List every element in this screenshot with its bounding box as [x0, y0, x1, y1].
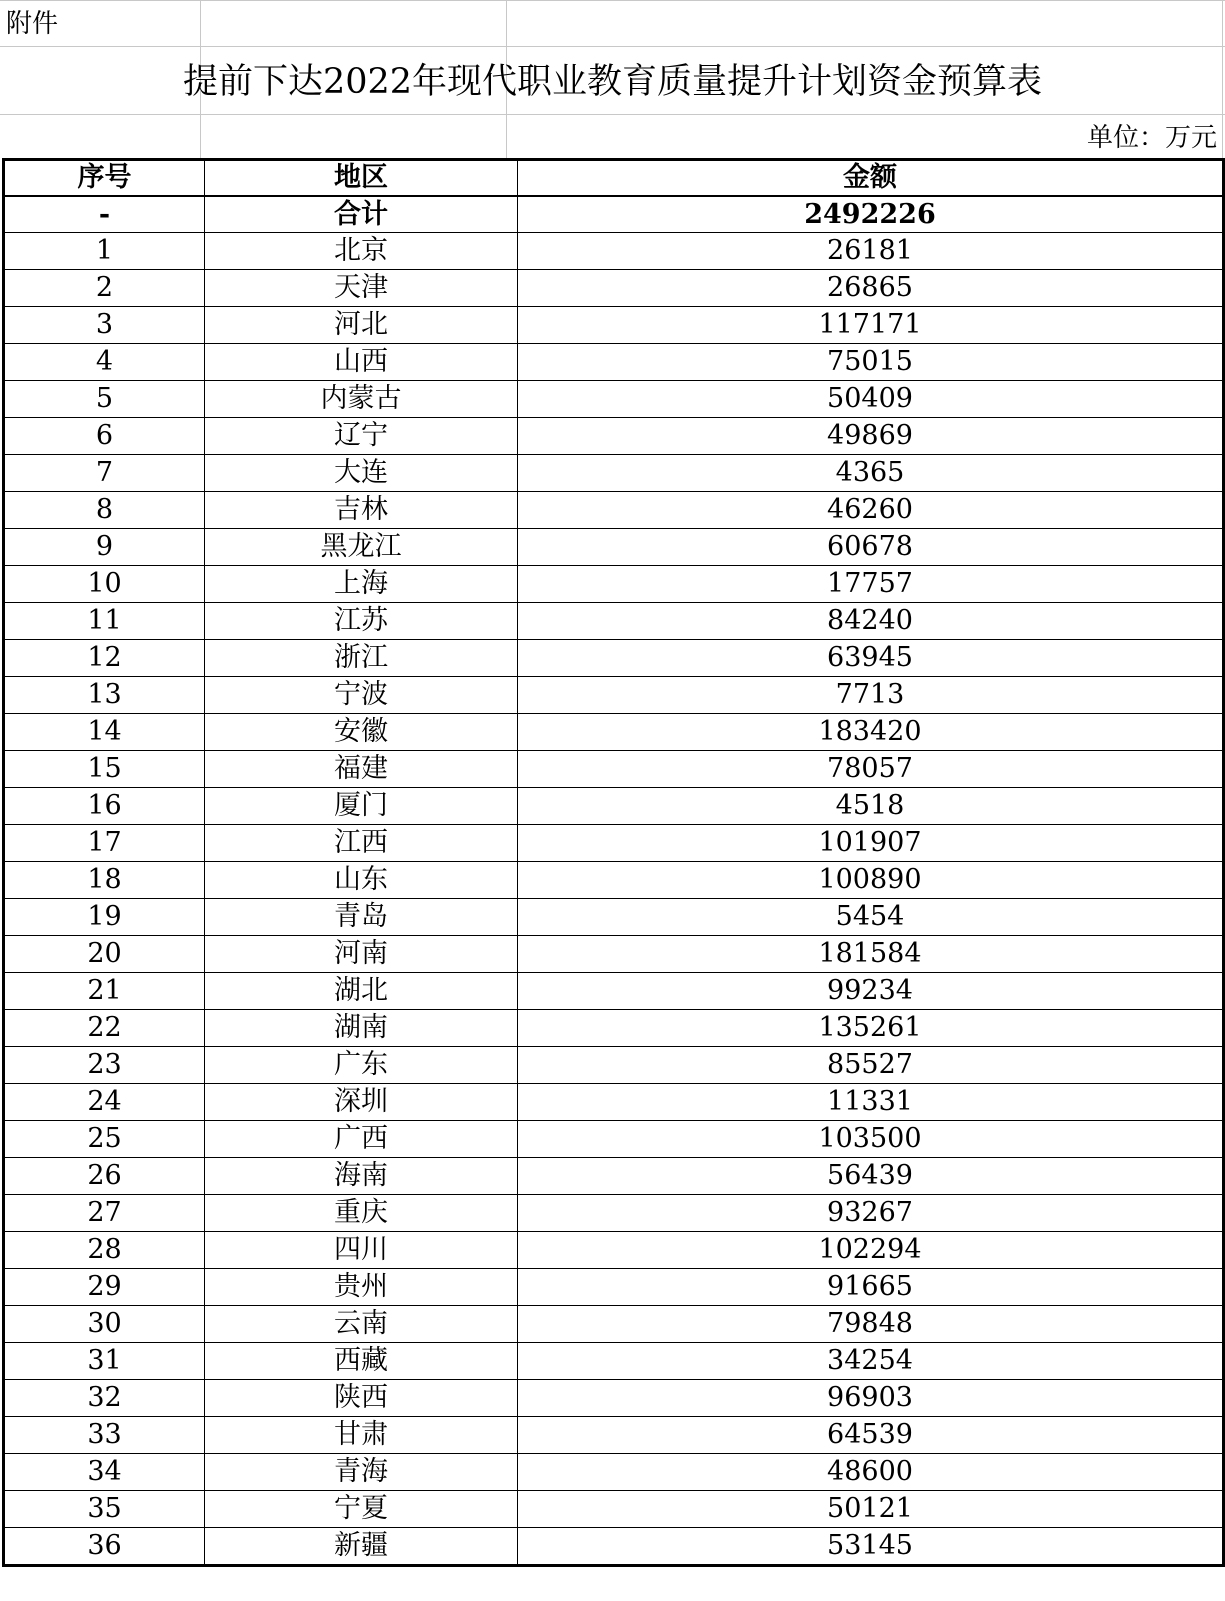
page-title: 提前下达2022年现代职业教育质量提升计划资金预算表 [182, 62, 1043, 102]
row-index: 5 [4, 381, 205, 418]
total-row [4, 196, 1224, 233]
row-region: 福建 [205, 751, 518, 788]
table-row [4, 714, 1224, 751]
row-region: 山东 [205, 862, 518, 899]
row-amount: 4518 [518, 788, 1224, 825]
table-row [4, 1417, 1224, 1454]
row-amount: 101907 [518, 825, 1224, 862]
row-region: 天津 [205, 270, 518, 307]
table-header-row [4, 160, 1224, 197]
row-amount: 63945 [518, 640, 1224, 677]
row-amount: 34254 [518, 1343, 1224, 1380]
row-region: 宁波 [205, 677, 518, 714]
row-index: 11 [4, 603, 205, 640]
row-amount: 183420 [518, 714, 1224, 751]
table-row [4, 973, 1224, 1010]
row-index: 1 [4, 233, 205, 270]
row-index: 12 [4, 640, 205, 677]
table-row [4, 270, 1224, 307]
table-row [4, 307, 1224, 344]
header-index: 序号 [4, 160, 205, 197]
row-index: 15 [4, 751, 205, 788]
row-index: 30 [4, 1306, 205, 1343]
row-amount: 103500 [518, 1121, 1224, 1158]
row-amount: 49869 [518, 418, 1224, 455]
table-row [4, 1047, 1224, 1084]
row-index: 33 [4, 1417, 205, 1454]
row-amount: 78057 [518, 751, 1224, 788]
row-region: 江西 [205, 825, 518, 862]
row-index: 17 [4, 825, 205, 862]
table-row [4, 455, 1224, 492]
row-region: 辽宁 [205, 418, 518, 455]
row-region: 黑龙江 [205, 529, 518, 566]
table-row [4, 862, 1224, 899]
table-row [4, 1084, 1224, 1121]
table-row [4, 1010, 1224, 1047]
row-index: 27 [4, 1195, 205, 1232]
table-row [4, 344, 1224, 381]
row-region: 内蒙古 [205, 381, 518, 418]
row-amount: 26181 [518, 233, 1224, 270]
row-index: 26 [4, 1158, 205, 1195]
row-region: 广东 [205, 1047, 518, 1084]
table-row [4, 1454, 1224, 1491]
row-index: 24 [4, 1084, 205, 1121]
row-region: 安徽 [205, 714, 518, 751]
row-index: 6 [4, 418, 205, 455]
row-amount: 75015 [518, 344, 1224, 381]
row-amount: 84240 [518, 603, 1224, 640]
row-amount: 64539 [518, 1417, 1224, 1454]
row-amount: 60678 [518, 529, 1224, 566]
total-amount: 2492226 [518, 196, 1224, 233]
row-region: 北京 [205, 233, 518, 270]
row-region: 江苏 [205, 603, 518, 640]
table-row [4, 603, 1224, 640]
row-region: 湖北 [205, 973, 518, 1010]
row-amount: 11331 [518, 1084, 1224, 1121]
table-row [4, 1380, 1224, 1417]
row-region: 厦门 [205, 788, 518, 825]
row-amount: 85527 [518, 1047, 1224, 1084]
row-index: 29 [4, 1269, 205, 1306]
row-region: 甘肃 [205, 1417, 518, 1454]
row-region: 河南 [205, 936, 518, 973]
row-index: 35 [4, 1491, 205, 1528]
row-index: 13 [4, 677, 205, 714]
row-amount: 96903 [518, 1380, 1224, 1417]
unit-label: 单位：万元 [1086, 123, 1217, 153]
table-row [4, 1121, 1224, 1158]
row-index: 4 [4, 344, 205, 381]
row-index: 31 [4, 1343, 205, 1380]
row-region: 海南 [205, 1158, 518, 1195]
header-amount: 金额 [518, 160, 1224, 197]
row-region: 吉林 [205, 492, 518, 529]
table-row [4, 492, 1224, 529]
table-row [4, 640, 1224, 677]
row-index: 36 [4, 1528, 205, 1566]
row-index: 25 [4, 1121, 205, 1158]
row-region: 新疆 [205, 1528, 518, 1566]
attachment-label: 附件 [6, 9, 59, 39]
table-row [4, 1343, 1224, 1380]
row-index: 18 [4, 862, 205, 899]
row-index: 14 [4, 714, 205, 751]
row-amount: 135261 [518, 1010, 1224, 1047]
row-amount: 4365 [518, 455, 1224, 492]
total-label: 合计 [205, 196, 518, 233]
row-amount: 17757 [518, 566, 1224, 603]
row-amount: 53145 [518, 1528, 1224, 1566]
row-amount: 48600 [518, 1454, 1224, 1491]
row-amount: 181584 [518, 936, 1224, 973]
table-row [4, 751, 1224, 788]
table-row [4, 899, 1224, 936]
table-row [4, 529, 1224, 566]
row-region: 贵州 [205, 1269, 518, 1306]
row-amount: 93267 [518, 1195, 1224, 1232]
row-amount: 100890 [518, 862, 1224, 899]
row-region: 四川 [205, 1232, 518, 1269]
row-index: 9 [4, 529, 205, 566]
row-region: 青岛 [205, 899, 518, 936]
row-amount: 102294 [518, 1232, 1224, 1269]
row-region: 广西 [205, 1121, 518, 1158]
row-region: 陕西 [205, 1380, 518, 1417]
row-amount: 5454 [518, 899, 1224, 936]
table-row [4, 825, 1224, 862]
row-region: 河北 [205, 307, 518, 344]
row-index: 28 [4, 1232, 205, 1269]
row-index: 20 [4, 936, 205, 973]
total-index: - [4, 196, 205, 233]
table-row [4, 566, 1224, 603]
table-row [4, 936, 1224, 973]
budget-table [2, 158, 1225, 1567]
table-row [4, 788, 1224, 825]
row-region: 山西 [205, 344, 518, 381]
row-index: 10 [4, 566, 205, 603]
table-row [4, 381, 1224, 418]
row-index: 2 [4, 270, 205, 307]
row-region: 上海 [205, 566, 518, 603]
row-amount: 26865 [518, 270, 1224, 307]
table-row [4, 1491, 1224, 1528]
gridline [0, 0, 1225, 1]
row-amount: 50409 [518, 381, 1224, 418]
row-index: 22 [4, 1010, 205, 1047]
row-region: 宁夏 [205, 1491, 518, 1528]
row-amount: 79848 [518, 1306, 1224, 1343]
table-row [4, 1269, 1224, 1306]
row-index: 32 [4, 1380, 205, 1417]
row-index: 21 [4, 973, 205, 1010]
table-row [4, 1232, 1224, 1269]
row-region: 浙江 [205, 640, 518, 677]
row-amount: 99234 [518, 973, 1224, 1010]
table-row [4, 1158, 1224, 1195]
row-index: 34 [4, 1454, 205, 1491]
table-row [4, 677, 1224, 714]
row-region: 青海 [205, 1454, 518, 1491]
gridline [0, 46, 1225, 47]
row-index: 23 [4, 1047, 205, 1084]
table-row [4, 233, 1224, 270]
row-amount: 91665 [518, 1269, 1224, 1306]
row-region: 湖南 [205, 1010, 518, 1047]
row-amount: 56439 [518, 1158, 1224, 1195]
row-amount: 7713 [518, 677, 1224, 714]
header-region: 地区 [205, 160, 518, 197]
row-index: 7 [4, 455, 205, 492]
table-row [4, 1528, 1224, 1566]
row-index: 3 [4, 307, 205, 344]
row-region: 重庆 [205, 1195, 518, 1232]
row-region: 大连 [205, 455, 518, 492]
table-row [4, 1195, 1224, 1232]
row-index: 19 [4, 899, 205, 936]
gridline [0, 114, 1225, 115]
row-region: 云南 [205, 1306, 518, 1343]
row-region: 西藏 [205, 1343, 518, 1380]
row-amount: 50121 [518, 1491, 1224, 1528]
row-amount: 117171 [518, 307, 1224, 344]
row-region: 深圳 [205, 1084, 518, 1121]
row-index: 16 [4, 788, 205, 825]
table-row [4, 418, 1224, 455]
row-index: 8 [4, 492, 205, 529]
row-amount: 46260 [518, 492, 1224, 529]
table-row [4, 1306, 1224, 1343]
